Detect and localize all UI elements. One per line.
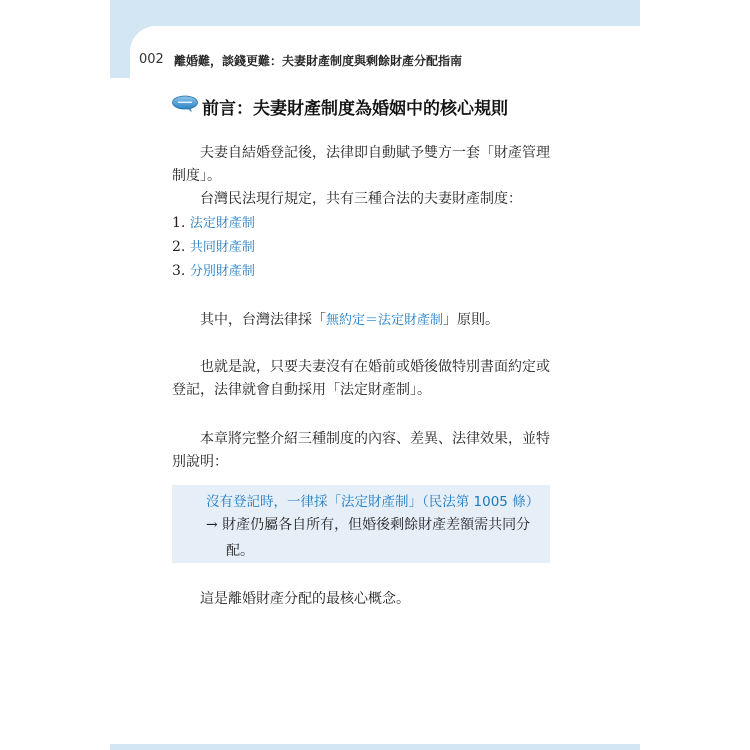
paragraph-intro-line1: 夫妻自結婚登記後，法律即自動賦予雙方一套「財產管理 — [200, 145, 550, 161]
list-label: 共同財產制 — [189, 240, 255, 255]
default-rule-highlight: 無約定＝法定財產制 — [326, 313, 444, 328]
explanation-line2: 登記，法律就會自動採用「法定財產制」。 — [172, 382, 431, 398]
paragraph-conclusion: 這是離婚財產分配的最核心概念。 — [200, 591, 410, 607]
callout-heading: 沒有登記時，一律採「法定財產制」（民法第 1005 條） — [206, 494, 540, 510]
overview-line2: 別說明： — [172, 454, 228, 470]
paragraph-explanation — [172, 356, 557, 402]
list-label: 分別財產制 — [189, 264, 255, 279]
page-number: 002 — [139, 52, 164, 67]
default-rule-prefix: 其中，台灣法律採「 — [200, 312, 326, 328]
paragraph-three-systems: 台灣民法現行規定，共有三種合法的夫妻財產制度： — [200, 191, 522, 207]
list-item — [172, 212, 255, 231]
list-label: 法定財產制 — [189, 216, 255, 231]
callout-text-line1: → 財產仍屬各自所有，但婚後剩餘財產差額需共同分 — [206, 517, 531, 533]
overview-line1: 本章將完整介紹三種制度的內容、差異、法律效果，並特 — [200, 431, 550, 447]
callout-text-line2: 配。 — [226, 543, 254, 559]
running-title: 離婚難，談錢更難：夫妻財產制度與剩餘財產分配指南 — [174, 54, 463, 68]
top-decor-band — [110, 0, 640, 26]
explanation-line1: 也就是說，只要夫妻沒有在婚前或婚後做特別書面約定或 — [200, 359, 550, 375]
bottom-decor-band — [110, 744, 640, 750]
list-item — [172, 236, 255, 255]
paragraph-intro-line2: 制度」。 — [172, 168, 221, 184]
list-number: 1. — [172, 215, 186, 231]
list-number: 3. — [172, 263, 186, 279]
paragraph-default-rule — [172, 309, 557, 332]
paragraph-chapter-overview — [172, 428, 557, 474]
default-rule-suffix: 」原則。 — [443, 312, 500, 328]
list-item — [172, 260, 255, 279]
speech-bubble-icon — [172, 95, 198, 113]
paragraph-intro — [172, 142, 557, 188]
section-title: 前言：夫妻財產制度為婚姻中的核心規則 — [202, 99, 508, 119]
list-number: 2. — [172, 239, 186, 255]
